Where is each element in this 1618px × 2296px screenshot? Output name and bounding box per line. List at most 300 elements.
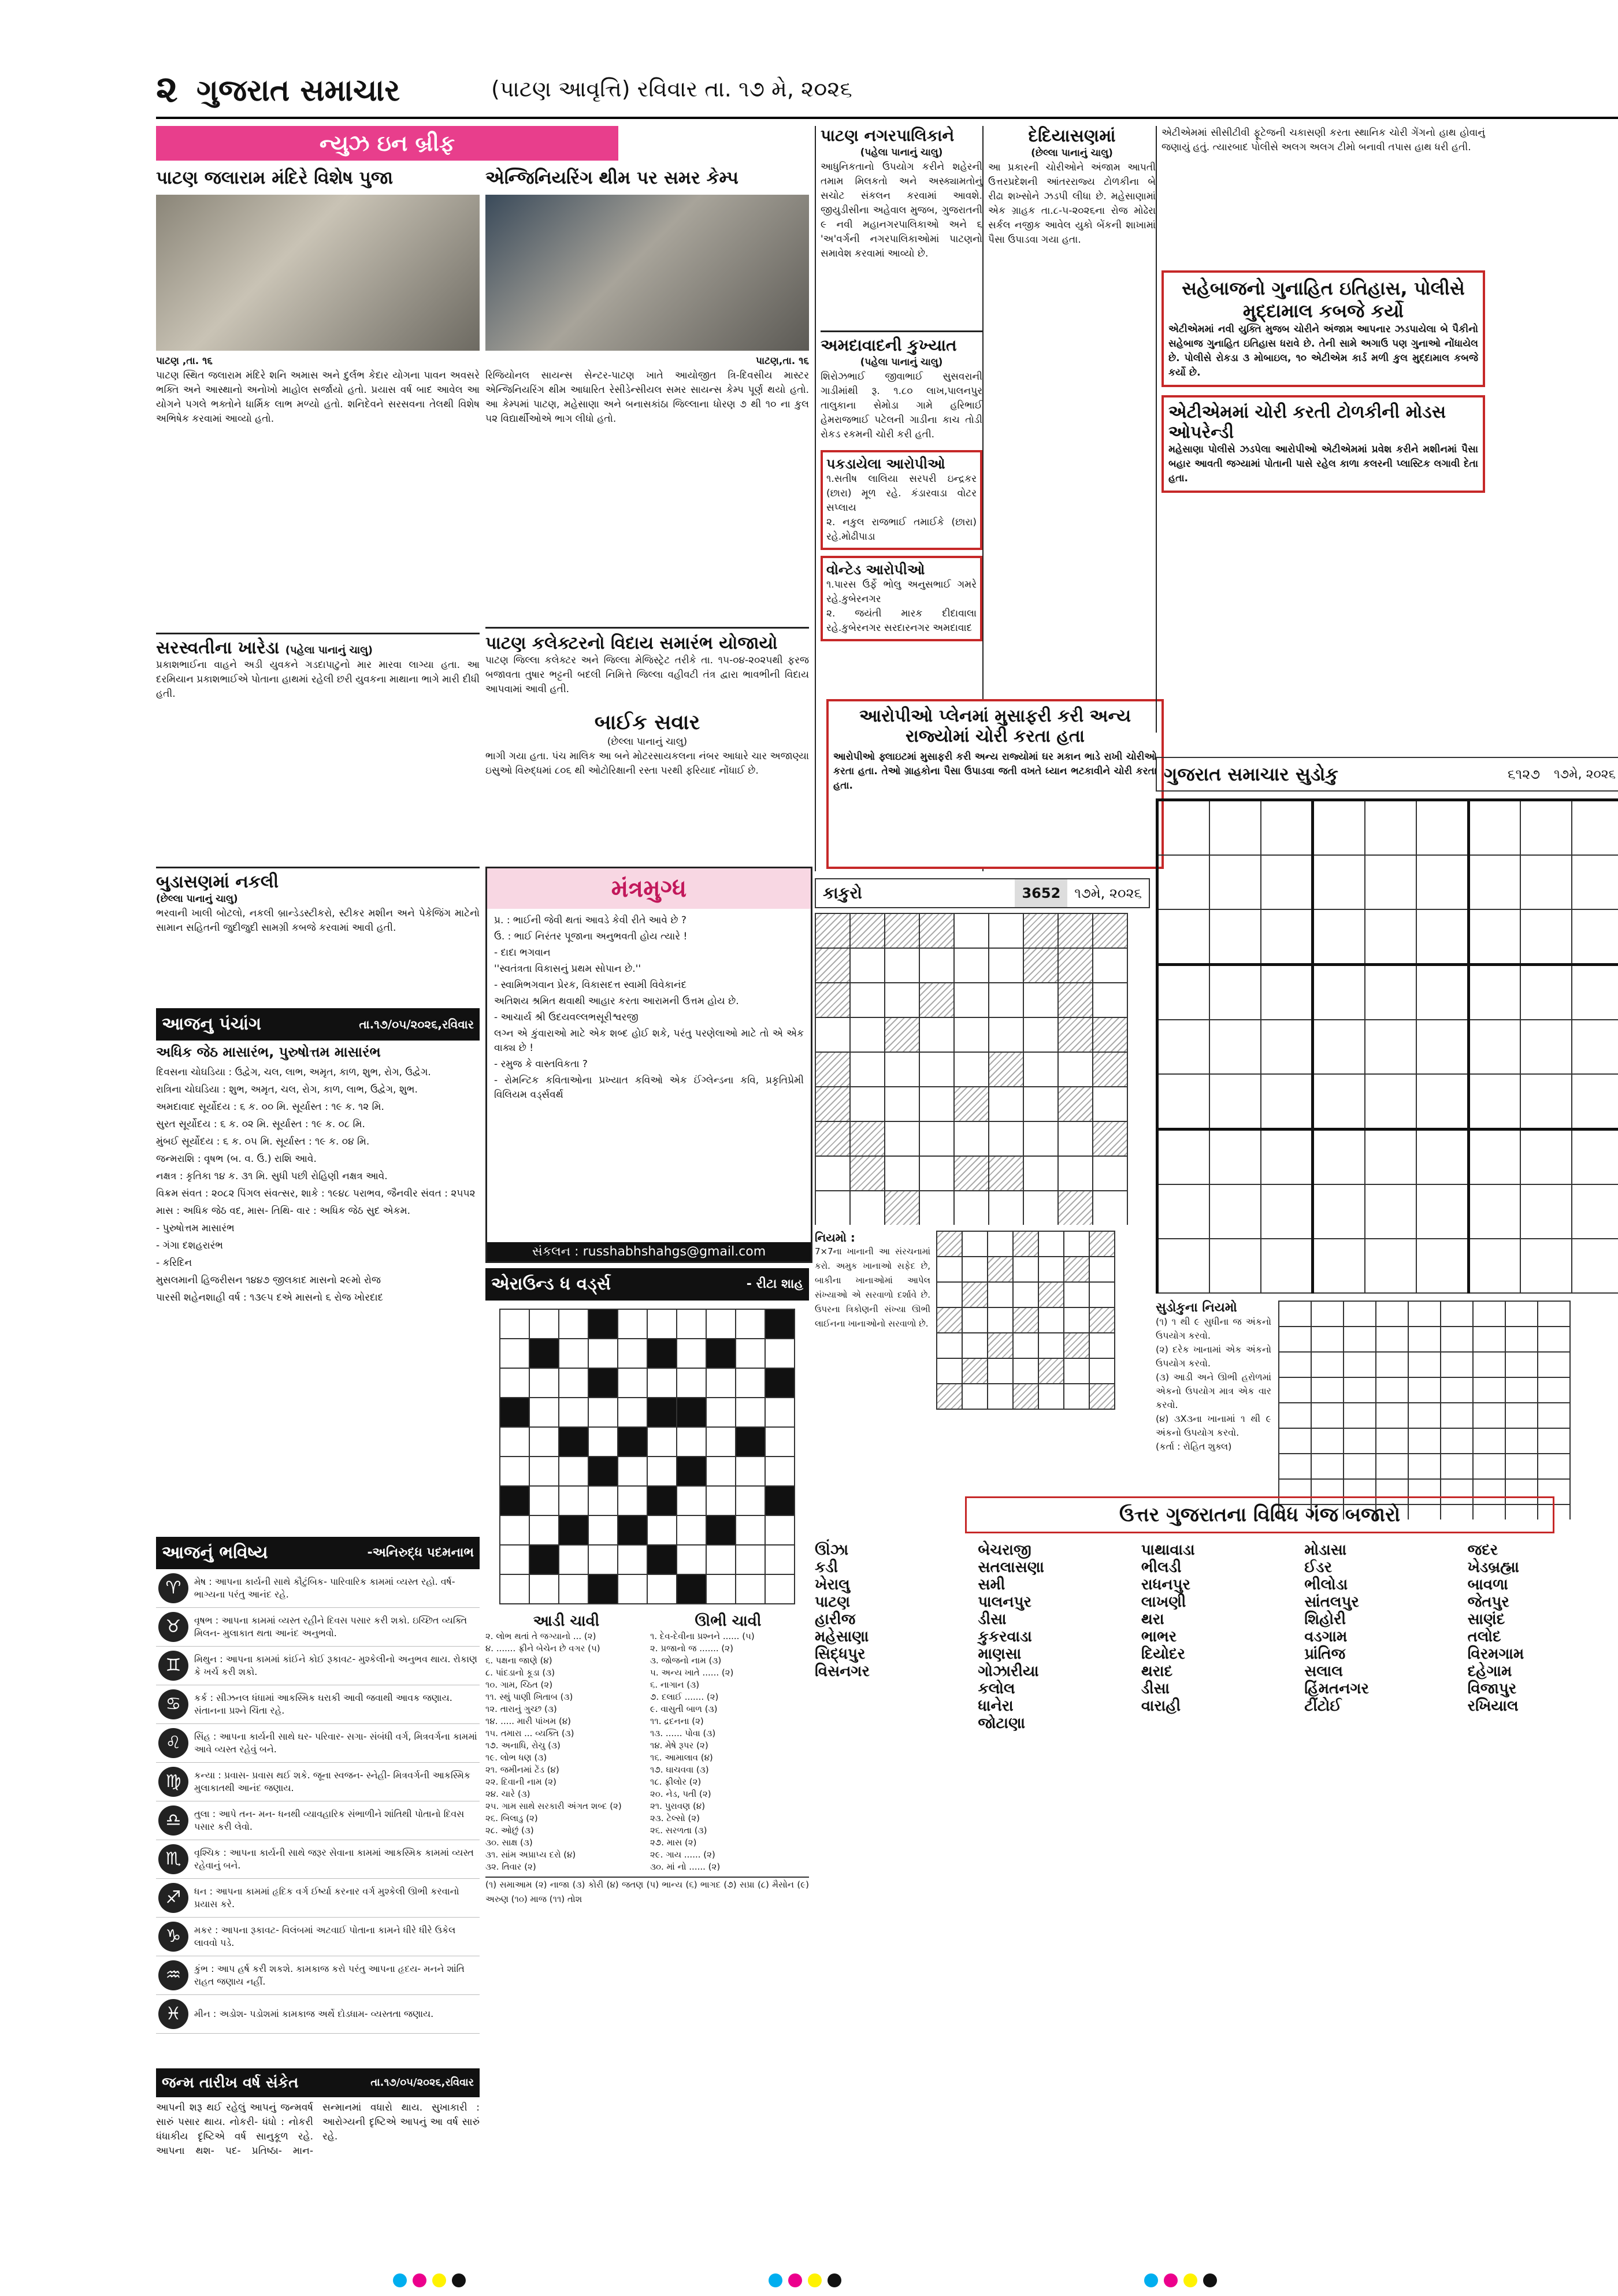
sudoku-cell[interactable] xyxy=(1209,1239,1261,1293)
kakuro-cell[interactable] xyxy=(1093,1017,1127,1052)
kakuro-example-cell xyxy=(937,1257,962,1282)
crossword-cell[interactable] xyxy=(647,1339,677,1368)
kakuro-cell[interactable] xyxy=(1023,1191,1058,1225)
kakuro-cell[interactable] xyxy=(1023,1052,1058,1087)
crossword-cell[interactable] xyxy=(618,1486,647,1515)
sudoku-cell[interactable] xyxy=(1520,1074,1572,1130)
sudoku-cell[interactable] xyxy=(1572,1239,1618,1293)
crossword-cell[interactable] xyxy=(559,1368,588,1398)
crossword-cell[interactable] xyxy=(647,1398,677,1427)
kakuro-cell[interactable] xyxy=(1023,1156,1058,1191)
sudoku-cell[interactable] xyxy=(1416,1184,1468,1239)
sudoku-cell[interactable] xyxy=(1209,1184,1261,1239)
crossword-cell[interactable] xyxy=(736,1427,765,1457)
sudoku-cell[interactable] xyxy=(1572,909,1618,965)
kakuro-cell[interactable] xyxy=(919,913,954,948)
crossword-cell[interactable] xyxy=(618,1574,647,1604)
sudoku-cell[interactable] xyxy=(1157,855,1209,909)
kakuro-cell[interactable] xyxy=(850,913,885,948)
kakuro-cell[interactable] xyxy=(885,1191,919,1225)
crossword-cell[interactable] xyxy=(618,1427,647,1457)
crossword-cell[interactable] xyxy=(706,1339,736,1368)
sudoku-cell[interactable] xyxy=(1261,909,1313,965)
crossword-cell[interactable] xyxy=(736,1574,765,1604)
kakuro-cell[interactable] xyxy=(954,1087,989,1121)
crossword-cell[interactable] xyxy=(736,1398,765,1427)
kakuro-cell[interactable] xyxy=(1058,1121,1093,1156)
kakuro-cell[interactable] xyxy=(1023,1087,1058,1121)
kakuro-cell[interactable] xyxy=(989,983,1023,1017)
crossword-cell[interactable] xyxy=(647,1515,677,1545)
crossword-cell[interactable] xyxy=(736,1368,765,1398)
sudoku-cell[interactable] xyxy=(1313,1184,1365,1239)
sudoku-cell[interactable] xyxy=(1365,1020,1416,1074)
kakuro-cell[interactable] xyxy=(954,1156,989,1191)
sudoku-cell[interactable] xyxy=(1365,965,1416,1020)
crossword-cell[interactable] xyxy=(706,1486,736,1515)
crossword-cell[interactable] xyxy=(588,1339,618,1368)
market-place-name: કલોલ xyxy=(978,1680,1015,1697)
kakuro-cell[interactable] xyxy=(1093,1087,1127,1121)
across-clue: ૧૯. લોભ ધણ (૩) xyxy=(485,1752,547,1763)
crossword-cell[interactable] xyxy=(529,1515,559,1545)
kakuro-cell[interactable] xyxy=(1023,983,1058,1017)
sudoku-cell[interactable] xyxy=(1209,1020,1261,1074)
kakuro-cell[interactable] xyxy=(919,1191,954,1225)
kakuro-cell[interactable] xyxy=(1058,948,1093,983)
mantra-line: ઉ. : ભાઈ નિરંતર પૂજાના અનુભવતી હોય ત્યારે ! xyxy=(494,931,688,942)
sudoku-cell[interactable] xyxy=(1416,965,1468,1020)
crossword-cell[interactable] xyxy=(529,1368,559,1398)
crossword-cell[interactable] xyxy=(647,1427,677,1457)
crossword-cell[interactable] xyxy=(529,1574,559,1604)
sudoku-cell[interactable] xyxy=(1261,1130,1313,1185)
crossword-cell[interactable] xyxy=(677,1545,706,1574)
crossword-cell[interactable] xyxy=(765,1545,795,1574)
sudoku-cell[interactable] xyxy=(1572,800,1618,856)
crossword-cell[interactable] xyxy=(500,1486,529,1515)
kakuro-cell[interactable] xyxy=(989,1191,1023,1225)
kakuro-cell[interactable] xyxy=(1093,1156,1127,1191)
kakuro-cell[interactable] xyxy=(989,913,1023,948)
crossword-cell[interactable] xyxy=(677,1515,706,1545)
crossword-cell[interactable] xyxy=(529,1309,559,1339)
sudoku-cell[interactable] xyxy=(1157,965,1209,1020)
crossword-cell[interactable] xyxy=(706,1545,736,1574)
crossword-cell[interactable] xyxy=(559,1339,588,1368)
crossword-cell[interactable] xyxy=(529,1457,559,1486)
sudoku-cell[interactable] xyxy=(1468,1239,1520,1293)
sudoku-cell[interactable] xyxy=(1261,800,1313,856)
crossword-cell[interactable] xyxy=(618,1368,647,1398)
kakuro-cell[interactable] xyxy=(919,1052,954,1087)
kakuro-cell[interactable] xyxy=(1058,1017,1093,1052)
crossword-cell[interactable] xyxy=(500,1368,529,1398)
crossword-cell[interactable] xyxy=(765,1457,795,1486)
sudoku-cell[interactable] xyxy=(1572,965,1618,1020)
crossword-cell[interactable] xyxy=(529,1398,559,1427)
sudoku-cell[interactable] xyxy=(1416,1239,1468,1293)
crossword-cell[interactable] xyxy=(529,1339,559,1368)
sudoku-cell[interactable] xyxy=(1572,855,1618,909)
sudoku-cell[interactable] xyxy=(1365,1130,1416,1185)
sudoku-cell[interactable] xyxy=(1209,800,1261,856)
crossword-cell[interactable] xyxy=(765,1339,795,1368)
sudoku-cell[interactable] xyxy=(1520,965,1572,1020)
kakuro-cell[interactable] xyxy=(919,1017,954,1052)
kakuro-cell[interactable] xyxy=(989,948,1023,983)
sudoku-cell[interactable] xyxy=(1468,909,1520,965)
sudoku-cell[interactable] xyxy=(1520,1239,1572,1293)
sudoku-cell[interactable] xyxy=(1365,1074,1416,1130)
zodiac-icon: ♎ xyxy=(158,1805,188,1836)
sudoku-cell[interactable] xyxy=(1261,1239,1313,1293)
kakuro-cell[interactable] xyxy=(885,1121,919,1156)
sudoku-cell[interactable] xyxy=(1157,1184,1209,1239)
crossword-cell[interactable] xyxy=(677,1427,706,1457)
crossword-cell[interactable] xyxy=(500,1427,529,1457)
crossword-cell[interactable] xyxy=(618,1457,647,1486)
crossword-cell[interactable] xyxy=(677,1309,706,1339)
crossword-cell[interactable] xyxy=(677,1457,706,1486)
crossword-cell[interactable] xyxy=(559,1398,588,1427)
zodiac-text: કર્ક : સીઝનલ ધંધામાં આકસ્મિક ઘરાકી આવી જવાથી આવક જણાય. સંતાનના પ્રશ્ને ચિંતા રહે. xyxy=(194,1692,452,1716)
kakuro-cell[interactable] xyxy=(885,913,919,948)
sudoku-cell[interactable] xyxy=(1416,909,1468,965)
kakuro-cell[interactable] xyxy=(815,1156,850,1191)
sudoku-cell[interactable] xyxy=(1520,1130,1572,1185)
kakuro-cell[interactable] xyxy=(1093,1191,1127,1225)
crossword-cell[interactable] xyxy=(588,1574,618,1604)
sudoku-cell[interactable] xyxy=(1157,1074,1209,1130)
crossword-cell[interactable] xyxy=(765,1486,795,1515)
crossword-cell[interactable] xyxy=(706,1574,736,1604)
sudoku-answer-cell xyxy=(1538,1327,1570,1352)
kakuro-cell[interactable] xyxy=(815,1191,850,1225)
sudoku-cell[interactable] xyxy=(1468,855,1520,909)
sudoku-cell[interactable] xyxy=(1520,855,1572,909)
crossword-cell[interactable] xyxy=(647,1574,677,1604)
sudoku-cell[interactable] xyxy=(1468,1184,1520,1239)
kakuro-cell[interactable] xyxy=(954,948,989,983)
kakuro-cell[interactable] xyxy=(850,1156,885,1191)
across-heading: આડી ચાવી xyxy=(533,1613,600,1630)
crossword-cell[interactable] xyxy=(677,1398,706,1427)
crossword-cell[interactable] xyxy=(500,1545,529,1574)
crossword-cell[interactable] xyxy=(736,1309,765,1339)
crossword-cell[interactable] xyxy=(588,1309,618,1339)
crossword-cell[interactable] xyxy=(618,1339,647,1368)
sudoku-cell[interactable] xyxy=(1261,965,1313,1020)
crossword-cell[interactable] xyxy=(765,1515,795,1545)
crossword-cell[interactable] xyxy=(736,1339,765,1368)
kakuro-cell[interactable] xyxy=(954,1191,989,1225)
sudoku-answer-cell xyxy=(1505,1352,1538,1377)
kakuro-cell[interactable] xyxy=(919,983,954,1017)
kakuro-cell[interactable] xyxy=(850,983,885,1017)
sudoku-cell[interactable] xyxy=(1468,1020,1520,1074)
sudoku-cell[interactable] xyxy=(1365,1184,1416,1239)
crossword-cell[interactable] xyxy=(618,1309,647,1339)
crossword-cell[interactable] xyxy=(706,1427,736,1457)
sudoku-cell[interactable] xyxy=(1157,1239,1209,1293)
crossword-cell[interactable] xyxy=(500,1398,529,1427)
market-place-name: ટીંટોઈ xyxy=(1304,1697,1342,1715)
crossword-cell[interactable] xyxy=(677,1368,706,1398)
kakuro-cell[interactable] xyxy=(954,1052,989,1087)
kakuro-cell[interactable] xyxy=(1058,1052,1093,1087)
crossword-cell[interactable] xyxy=(588,1486,618,1515)
kakuro-cell[interactable] xyxy=(815,983,850,1017)
sudoku-cell[interactable] xyxy=(1416,800,1468,856)
kakuro-cell[interactable] xyxy=(1023,913,1058,948)
kakuro-cell[interactable] xyxy=(1058,1191,1093,1225)
sudoku-answer-cell xyxy=(1408,1327,1441,1352)
sudoku-cell[interactable] xyxy=(1313,965,1365,1020)
crossword-cell[interactable] xyxy=(677,1339,706,1368)
crossword-cell[interactable] xyxy=(677,1486,706,1515)
kakuro-cell[interactable] xyxy=(1093,1052,1127,1087)
crossword-cell[interactable] xyxy=(736,1457,765,1486)
kakuro-cell[interactable] xyxy=(1058,983,1093,1017)
kakuro-cell[interactable] xyxy=(815,1087,850,1121)
kakuro-cell[interactable] xyxy=(885,1156,919,1191)
kakuro-example-grid xyxy=(936,1231,1115,1410)
crossword-cell[interactable] xyxy=(559,1545,588,1574)
crossword-cell[interactable] xyxy=(706,1457,736,1486)
sudoku-cell[interactable] xyxy=(1157,909,1209,965)
kakuro-cell[interactable] xyxy=(989,1017,1023,1052)
sudoku-cell[interactable] xyxy=(1520,800,1572,856)
kakuro-cell[interactable] xyxy=(954,1017,989,1052)
crossword-cell[interactable] xyxy=(529,1545,559,1574)
kakuro-cell[interactable] xyxy=(850,1191,885,1225)
crossword-cell[interactable] xyxy=(500,1515,529,1545)
crossword-cell[interactable] xyxy=(765,1574,795,1604)
kakuro-cell[interactable] xyxy=(989,1156,1023,1191)
sudoku-cell[interactable] xyxy=(1209,1130,1261,1185)
sudoku-cell[interactable] xyxy=(1416,1130,1468,1185)
sudoku-cell[interactable] xyxy=(1468,1130,1520,1185)
crossword-cell[interactable] xyxy=(559,1515,588,1545)
kakuro-example-cell xyxy=(1038,1307,1064,1333)
criminal-history-box xyxy=(1161,270,1485,387)
sudoku-cell[interactable] xyxy=(1157,800,1209,856)
crossword-cell[interactable] xyxy=(765,1368,795,1398)
crossword-cell[interactable] xyxy=(588,1457,618,1486)
crossword-cell[interactable] xyxy=(765,1398,795,1427)
kakuro-cell[interactable] xyxy=(885,1052,919,1087)
across-clue: ૨૧. જમીનમાં ટેંડ (૪) xyxy=(485,1764,559,1775)
crossword-cell[interactable] xyxy=(736,1545,765,1574)
kakuro-cell[interactable] xyxy=(1093,983,1127,1017)
crossword-cell[interactable] xyxy=(618,1515,647,1545)
crossword-cell[interactable] xyxy=(706,1309,736,1339)
sudoku-cell[interactable] xyxy=(1468,1074,1520,1130)
sudoku-answer-cell xyxy=(1538,1403,1570,1428)
sudoku-cell[interactable] xyxy=(1416,1020,1468,1074)
crossword-cell[interactable] xyxy=(706,1515,736,1545)
sudoku-answer-cell xyxy=(1473,1403,1505,1428)
sudoku-cell[interactable] xyxy=(1313,1239,1365,1293)
kakuro-cell[interactable] xyxy=(1058,1087,1093,1121)
crossword-cell[interactable] xyxy=(529,1486,559,1515)
crossword-cell[interactable] xyxy=(677,1574,706,1604)
kakuro-cell[interactable] xyxy=(850,1121,885,1156)
crossword-cell[interactable] xyxy=(588,1545,618,1574)
crossword-cell[interactable] xyxy=(559,1574,588,1604)
crossword-cell[interactable] xyxy=(588,1398,618,1427)
kakuro-example-cell xyxy=(1038,1257,1064,1282)
panchang-line: - ગંગા દશહરારંભ xyxy=(156,1240,223,1251)
kakuro-example-cell xyxy=(1013,1307,1038,1333)
market-place-name: ખેરાલુ xyxy=(815,1576,850,1593)
sudoku-cell[interactable] xyxy=(1313,1074,1365,1130)
kakuro-cell[interactable] xyxy=(919,948,954,983)
sudoku-cell[interactable] xyxy=(1468,800,1520,856)
sudoku-cell[interactable] xyxy=(1572,1020,1618,1074)
crossword-cell[interactable] xyxy=(588,1368,618,1398)
sudoku-cell[interactable] xyxy=(1209,965,1261,1020)
crossword-cell[interactable] xyxy=(618,1545,647,1574)
sudoku-cell[interactable] xyxy=(1572,1184,1618,1239)
sudoku-cell[interactable] xyxy=(1468,965,1520,1020)
kakuro-cell[interactable] xyxy=(919,1087,954,1121)
crossword-cell[interactable] xyxy=(500,1457,529,1486)
kakuro-cell[interactable] xyxy=(815,1052,850,1087)
kakuro-cell[interactable] xyxy=(919,1121,954,1156)
crossword-cell[interactable] xyxy=(559,1427,588,1457)
sudoku-cell[interactable] xyxy=(1313,800,1365,856)
crossword-cell[interactable] xyxy=(647,1309,677,1339)
sudoku-cell[interactable] xyxy=(1365,855,1416,909)
sudoku-cell[interactable] xyxy=(1261,1074,1313,1130)
sudoku-answer-cell xyxy=(1505,1377,1538,1403)
crossword-cell[interactable] xyxy=(765,1309,795,1339)
sudoku-answer-cell xyxy=(1376,1377,1408,1403)
kakuro-cell[interactable] xyxy=(1023,1017,1058,1052)
crossword-cell[interactable] xyxy=(500,1309,529,1339)
sudoku-cell[interactable] xyxy=(1313,1020,1365,1074)
zodiac-icon: ♓ xyxy=(158,1999,188,2029)
zodiac-text: કન્યા : પ્રવાસ- પ્રવાસ થઈ શકે. જૂના સ્વજન- સ્નેહી- મિત્રવર્ગની આકસ્મિક મુલાકાતથી આનંદ જણાય. xyxy=(194,1770,471,1793)
crossword-cell[interactable] xyxy=(706,1398,736,1427)
kakuro-cell[interactable] xyxy=(954,1121,989,1156)
kakuro-cell[interactable] xyxy=(1093,913,1127,948)
sudoku-cell[interactable] xyxy=(1209,855,1261,909)
kakuro-cell[interactable] xyxy=(919,1156,954,1191)
sudoku-cell[interactable] xyxy=(1520,1184,1572,1239)
sudoku-answer-cell xyxy=(1311,1301,1344,1327)
crossword-cell[interactable] xyxy=(618,1398,647,1427)
kakuro-cell[interactable] xyxy=(885,1087,919,1121)
crossword-cell[interactable] xyxy=(588,1427,618,1457)
sudoku-cell[interactable] xyxy=(1261,1020,1313,1074)
kakuro-cell[interactable] xyxy=(954,983,989,1017)
kakuro-cell[interactable] xyxy=(1093,948,1127,983)
sudoku-cell[interactable] xyxy=(1572,1074,1618,1130)
kakuro-cell[interactable] xyxy=(989,1052,1023,1087)
sudoku-cell[interactable] xyxy=(1365,909,1416,965)
sudoku-cell[interactable] xyxy=(1209,909,1261,965)
panchang-line: જન્મરાશિ : વૃષભ (બ. વ. ઉ.) રાશિ આવે. xyxy=(156,1153,317,1165)
kakuro-cell[interactable] xyxy=(815,913,850,948)
sudoku-cell[interactable] xyxy=(1572,1130,1618,1185)
crossword-cell[interactable] xyxy=(500,1574,529,1604)
crossword-cell[interactable] xyxy=(559,1486,588,1515)
wanted-box xyxy=(821,556,982,641)
kakuro-cell[interactable] xyxy=(850,1052,885,1087)
budasan-headline: બુડાસણમાં નકલી xyxy=(156,872,279,892)
kakuro-cell[interactable] xyxy=(1093,1121,1127,1156)
kakuro-cell[interactable] xyxy=(954,913,989,948)
sudoku-answer-cell xyxy=(1279,1454,1311,1479)
kakuro-cell[interactable] xyxy=(1058,1156,1093,1191)
crossword-cell[interactable] xyxy=(765,1427,795,1457)
crossword-cell[interactable] xyxy=(647,1486,677,1515)
crossword-cell[interactable] xyxy=(559,1309,588,1339)
sudoku-answer-cell xyxy=(1441,1327,1473,1352)
crossword-cell[interactable] xyxy=(559,1457,588,1486)
kakuro-cell[interactable] xyxy=(1058,913,1093,948)
zodiac-row xyxy=(156,1569,480,1608)
down-clue: ૧૩. ...... પોવા (૩) xyxy=(650,1728,716,1738)
sudoku-cell[interactable] xyxy=(1416,1074,1468,1130)
crossword-grid xyxy=(499,1309,795,1604)
kakuro-cell[interactable] xyxy=(850,1017,885,1052)
sudoku-cell[interactable] xyxy=(1365,1239,1416,1293)
crossword-cell[interactable] xyxy=(736,1515,765,1545)
crossword-cell[interactable] xyxy=(588,1515,618,1545)
sudoku-cell[interactable] xyxy=(1313,909,1365,965)
panchang-line: માસ : અધિક જેઠ વદ, માસ- તિથિ- વાર : અધિક જેઠ સુદ એકમ. xyxy=(156,1205,411,1217)
sudoku-cell[interactable] xyxy=(1209,1074,1261,1130)
crossword-cell[interactable] xyxy=(706,1368,736,1398)
kakuro-cell[interactable] xyxy=(885,1017,919,1052)
kakuro-cell[interactable] xyxy=(989,1121,1023,1156)
kakuro-cell[interactable] xyxy=(815,1017,850,1052)
kakuro-cell[interactable] xyxy=(989,1087,1023,1121)
sudoku-cell[interactable] xyxy=(1157,1020,1209,1074)
sudoku-cell[interactable] xyxy=(1313,855,1365,909)
kakuro-cell[interactable] xyxy=(850,948,885,983)
kakuro-cell[interactable] xyxy=(885,983,919,1017)
sudoku-cell[interactable] xyxy=(1520,909,1572,965)
kakuro-example-cell xyxy=(1038,1282,1064,1307)
crossword-cell[interactable] xyxy=(500,1339,529,1368)
sudoku-cell[interactable] xyxy=(1313,1130,1365,1185)
sudoku-cell[interactable] xyxy=(1261,855,1313,909)
sudoku-cell[interactable] xyxy=(1416,855,1468,909)
crossword-cell[interactable] xyxy=(736,1486,765,1515)
down-clue: ૫. અન્ય ખાતે ...... (૨) xyxy=(650,1667,734,1678)
kakuro-cell[interactable] xyxy=(885,948,919,983)
market-place-name: પાથાવાડા xyxy=(1141,1541,1195,1559)
crossword-cell[interactable] xyxy=(647,1545,677,1574)
kakuro-cell[interactable] xyxy=(815,1121,850,1156)
sudoku-cell[interactable] xyxy=(1261,1184,1313,1239)
crossword-cell[interactable] xyxy=(647,1368,677,1398)
crossword-cell[interactable] xyxy=(647,1457,677,1486)
sudoku-cell[interactable] xyxy=(1157,1130,1209,1185)
kakuro-cell[interactable] xyxy=(1023,1121,1058,1156)
sudoku-cell[interactable] xyxy=(1365,800,1416,856)
sudoku-cell[interactable] xyxy=(1520,1020,1572,1074)
crossword-cell[interactable] xyxy=(529,1427,559,1457)
kakuro-cell[interactable] xyxy=(1023,948,1058,983)
kakuro-cell[interactable] xyxy=(815,948,850,983)
kakuro-cell[interactable] xyxy=(850,1087,885,1121)
